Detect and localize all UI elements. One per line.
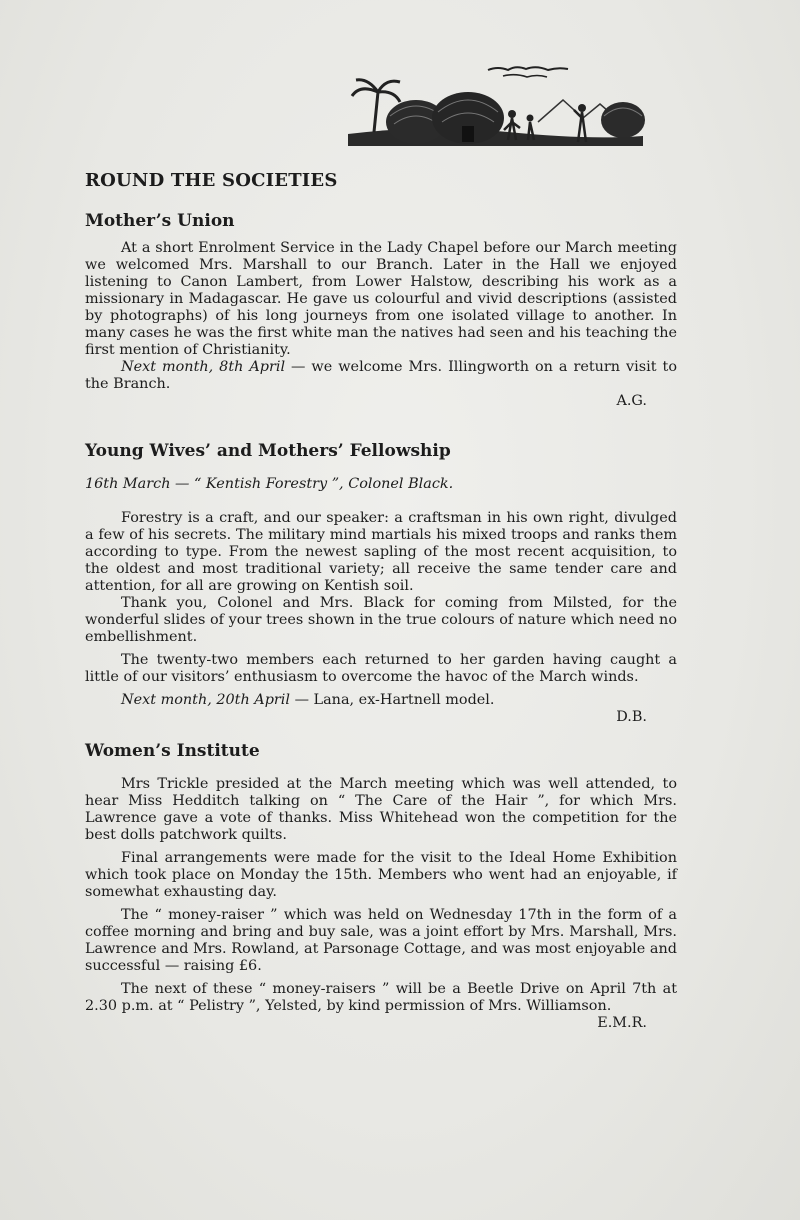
paragraph: Forestry is a craft, and our speaker: a craftsman in his own right, divulged a few of his secrets. The military mind martials his mixed troops and ranks them according to type. From the newest sapling of the most recent acquisition, to the oldest and most traditional variety; all receive the same tender care and attention, for all are growing on Kentish soil. xyxy=(85,510,677,594)
section-heading: Mother’s Union xyxy=(85,211,235,231)
signature: E.M.R. xyxy=(597,1015,647,1031)
section-young-wives xyxy=(85,440,677,726)
paragraph: Final arrangements were made for the visit to the Ideal Home Exhibition which took place on Monday the 15th. Members who went had an enjoyable, if somewhat exhausting day. xyxy=(85,850,677,900)
paragraph: Next month, 20th April — Lana, ex-Hartnell model. xyxy=(121,692,495,708)
paragraph: The “ money-raiser ” which was held on Wednesday 17th in the form of a coffee morning and bring and buy sale, was a joint effort by Mrs. Marshall, Mrs. Lawrence and Mrs. Rowland, at Parsonage Cottage, and was most enjoyable and successful — raising £6. xyxy=(85,907,677,974)
article-body xyxy=(85,170,677,1032)
signature: D.B. xyxy=(616,709,647,725)
paragraph: The next of these “ money-raisers ” will be a Beetle Drive on April 7th at 2.30 p.m. at “ Pelistry ”, Yelsted, by kind permission of Mrs. Williamson. xyxy=(85,981,677,1014)
village-huts-illustration-icon xyxy=(338,62,648,146)
paragraph: Mrs Trickle presided at the March meeting which was well attended, to hear Miss Hedditch talking on “ The Care of the Hair ”, for which Mrs. Lawrence gave a vote of thanks. Miss Whitehead won the competition for the best dolls patchwork quilts. xyxy=(85,776,677,843)
section-mothers-union xyxy=(85,210,677,410)
paragraph: The twenty-two members each returned to her garden having caught a little of our visitors’ enthusiasm to overcome the havoc of the March winds. xyxy=(85,652,677,685)
section-heading: Women’s Institute xyxy=(85,741,260,761)
section-heading: Young Wives’ and Mothers’ Fellowship xyxy=(85,441,451,461)
paragraph: Next month, 8th April — we welcome Mrs. Illingworth on a return visit to the Branch. xyxy=(85,359,677,392)
page-title: ROUND THE SOCIETIES xyxy=(85,170,338,191)
section-womens-institute xyxy=(85,740,677,1032)
signature: A.G. xyxy=(616,393,647,409)
paragraph: At a short Enrolment Service in the Lady Chapel before our March meeting we welcomed Mrs. Marshall to our Branch. Later in the Hall we enjoyed listening to Canon Lambert, from Lower Halstow, describing his work as a missionary in Madagascar. He gave us colourful and vivid descriptions (assisted by photographs) of his long journeys from one isolated village to another. In many cases he was the first white man the natives had seen and his teaching the first mention of Christianity. xyxy=(85,240,677,358)
paragraph: Thank you, Colonel and Mrs. Black for coming from Milsted, for the wonderful slides of your trees shown in the true colours of nature which need no embellishment. xyxy=(85,595,677,645)
subheading: 16th March — “ Kentish Forestry ”, Colonel Black. xyxy=(85,476,454,492)
